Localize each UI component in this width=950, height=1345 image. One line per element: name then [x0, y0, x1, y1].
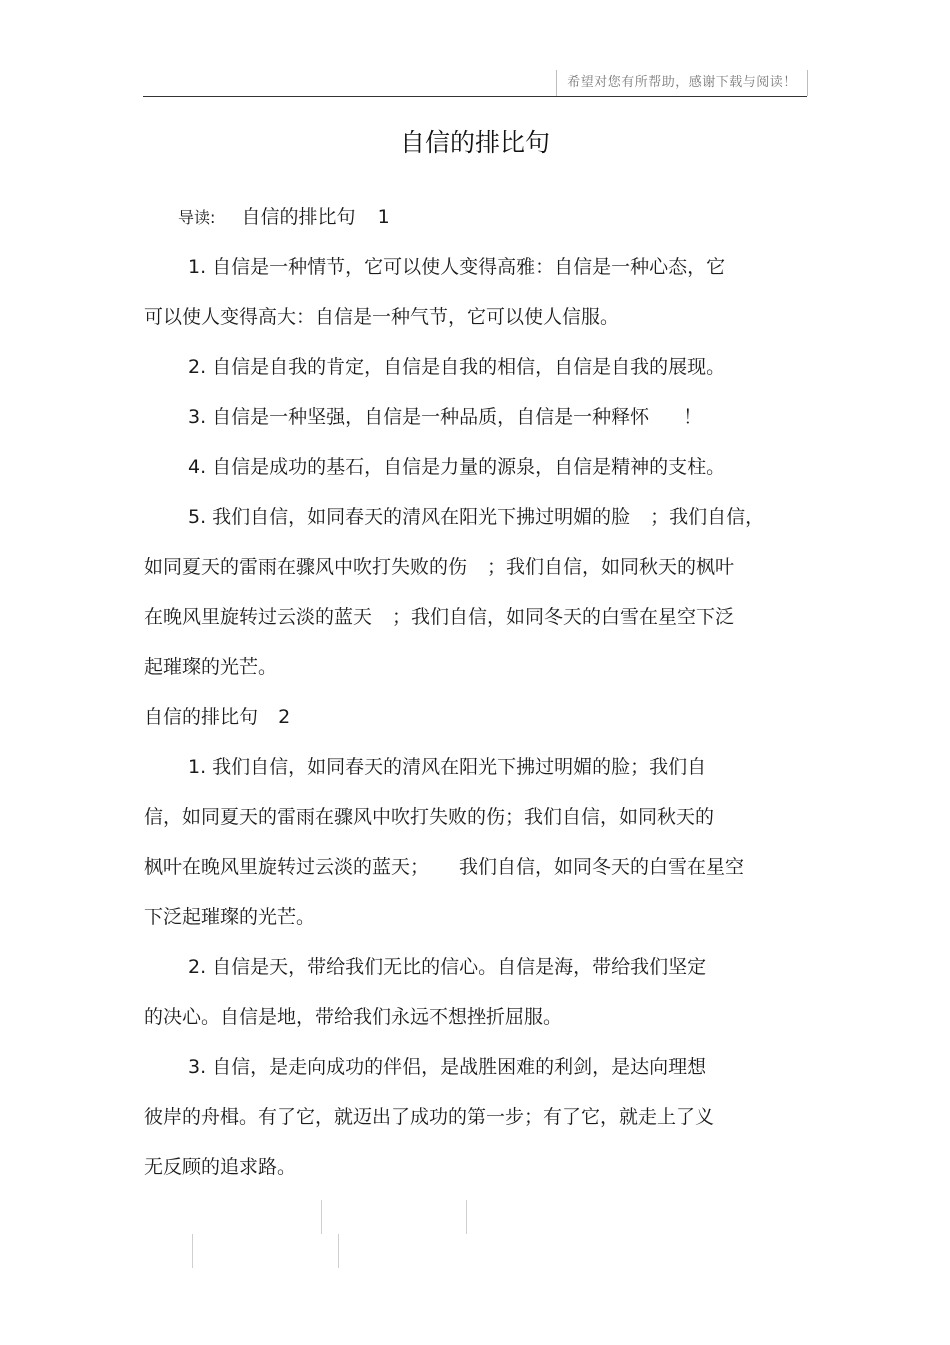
- s2-item2-line2: 的决心。自信是地，带给我们永远不想挫折屈服。: [144, 1006, 563, 1028]
- s1-item2-line1: 2. 自信是自我的肯定，自信是自我的相信，自信是自我的展现。: [188, 356, 726, 378]
- intro-label: 导读:: [178, 208, 216, 227]
- intro-number: 1: [377, 206, 390, 228]
- header-rule: [143, 96, 807, 97]
- s2-item3-line1: 3. 自信，是走向成功的伴侣，是战胜困难的利剑，是达向理想: [188, 1056, 707, 1078]
- s2-item1-line2: 信，如同夏天的雷雨在骤风中吹打失败的伤；我们自信，如同秋天的: [144, 806, 715, 828]
- s1-item1-line2: 可以使人变得高大：自信是一种气节，它可以使人信服。: [144, 306, 620, 328]
- s1-item5-line2: [144, 546, 804, 596]
- s1-item5-part4: ；我们自信，如同秋天的枫叶: [487, 556, 735, 578]
- s1-item5-line1: [144, 496, 804, 546]
- s2-item1-line3: [144, 846, 804, 896]
- s2-item1-part3: 枫叶在晚风里旋转过云淡的蓝天；: [144, 856, 430, 878]
- s2-item3-line2: 彼岸的舟楫。有了它，就迈出了成功的第一步；有了它，就走上了义: [144, 1106, 715, 1128]
- document-body: [144, 196, 804, 1196]
- intro-line: [144, 196, 804, 246]
- s1-item5-part3: 如同夏天的雷雨在骤风中吹打失败的伤: [144, 556, 468, 578]
- s2-item3-line3: 无反顾的追求路。: [144, 1156, 297, 1178]
- s1-item3-line1: [144, 396, 804, 446]
- section2-heading: [144, 696, 804, 746]
- decor-rule-4: [338, 1234, 339, 1268]
- decor-rule-1: [321, 1200, 322, 1234]
- s1-item4-line1: 4. 自信是成功的基石，自信是力量的源泉，自信是精神的支柱。: [188, 456, 726, 478]
- s2-item1-part4: 我们自信，如同冬天的白雪在星空: [459, 856, 745, 878]
- s1-item3-text: 3. 自信是一种坚强，自信是一种品质，自信是一种释怀: [188, 406, 650, 428]
- s2-item2-line1: 2. 自信是天，带给我们无比的信心。自信是海，带给我们坚定: [188, 956, 707, 978]
- intro-text: 自信的排比句: [241, 206, 356, 228]
- s1-item5-line4: 起璀璨的光芒。: [144, 656, 278, 678]
- s1-item5-part6: ；我们自信，如同冬天的白雪在星空下泛: [392, 606, 735, 628]
- s1-item5-part2: ；我们自信，: [650, 506, 765, 528]
- s1-item3-exclaim: ！: [683, 406, 703, 428]
- s1-item1-line1: 1. 自信是一种情节，它可以使人变得高雅：自信是一种心态，它: [188, 256, 726, 278]
- s2-item1-line4: 下泛起璀璨的光芒。: [144, 906, 316, 928]
- page-title: 自信的排比句: [399, 128, 550, 157]
- section2-heading-text: 自信的排比句: [144, 706, 259, 728]
- s2-item1-line1: 1. 我们自信，如同春天的清风在阳光下拂过明媚的脸；我们自: [188, 756, 707, 778]
- decor-rule-2: [466, 1200, 467, 1234]
- header-note: 希望对您有所帮助，感谢下载与阅读！: [556, 70, 808, 96]
- s1-item5-line3: [144, 596, 804, 646]
- decor-rule-3: [192, 1234, 193, 1268]
- s1-item5-part1: 5. 我们自信，如同春天的清风在阳光下拂过明媚的脸: [188, 506, 631, 528]
- s1-item5-part5: 在晚风里旋转过云淡的蓝天: [144, 606, 373, 628]
- section2-heading-number: 2: [278, 706, 291, 728]
